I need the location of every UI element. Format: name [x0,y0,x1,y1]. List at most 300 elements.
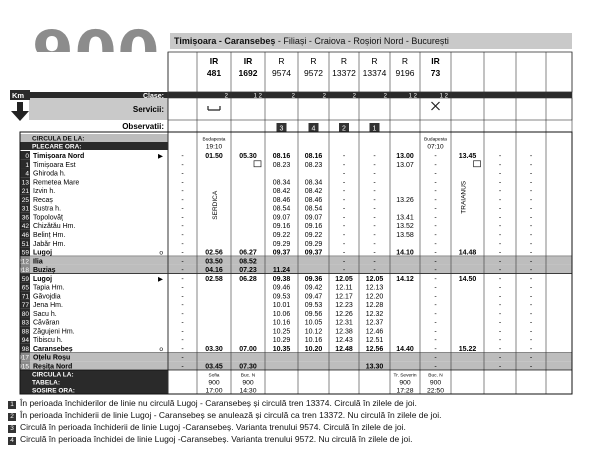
time-cell: - [529,302,533,310]
train-number: 73 [430,68,441,78]
time-cell: - [181,232,184,239]
time-cell: - [342,179,346,187]
time-cell: - [498,205,502,213]
observation-number: 3 [279,125,284,133]
station-name: Buziaș [33,267,56,275]
time-cell: - [434,161,437,169]
time-cell: - [181,258,184,266]
time-cell: - [181,205,184,213]
station-name: Caransebeș [33,345,73,353]
time-cell: - [342,240,346,248]
time-cell: - [498,275,502,283]
time-cell: 13.30 [365,363,384,371]
station-km: 59 [21,275,29,283]
time-cell: - [498,232,502,239]
time-cell: - [434,337,437,345]
time-cell: 09.07 [272,214,291,222]
time-cell: - [529,319,533,327]
time-cell: 10.20 [304,345,323,353]
time-cell: 09.36 [304,275,323,283]
train-number: 9574 [272,68,291,78]
station-km: 36 [21,214,29,222]
footer-cell: Sofia [208,373,220,379]
time-cell: 08.34 [272,179,291,187]
time-cell: - [181,223,184,231]
time-cell: - [342,214,346,222]
station-name: Oțelu Roșu [33,354,71,362]
station-name: Reșița Nord [33,363,73,371]
time-cell: 09.16 [304,223,323,231]
time-cell: - [529,153,533,161]
time-cell: 08.16 [272,153,291,161]
station-marker: ▶ [158,153,163,161]
time-cell: - [373,161,376,169]
sleeper-icon [254,161,261,167]
clase-band [168,92,572,98]
serdica-note: SERDICA [212,190,219,220]
station-km: 77 [21,302,29,310]
time-cell: - [498,284,502,292]
time-cell: - [373,240,376,248]
footnote-2 [8,410,441,421]
station-name: Lugoj [33,275,53,283]
train-type: R [340,56,348,66]
station-name: Timișoara Nord [33,153,85,161]
header-cell: Budapesta [202,137,226,143]
station-name: Recaș [33,196,53,204]
time-cell: 12.13 [365,284,384,292]
plecare-ora-label: PLECARE ORA: [32,143,82,151]
time-cell: - [373,205,376,213]
time-cell: 12.31 [335,319,353,327]
time-cell: 03.50 [205,258,223,266]
station-km: 1 [25,161,29,169]
time-cell: - [498,223,502,231]
time-cell: 13.45 [458,153,477,161]
time-cell: - [434,153,437,161]
time-cell: 08.34 [304,179,323,187]
train-type: IR [243,56,253,66]
time-cell: 05.30 [239,153,257,161]
station-name: Remetea Mare [33,179,80,187]
time-cell: 09.38 [272,275,291,283]
time-cell: 12.37 [365,319,384,327]
train-number: 9196 [395,68,415,78]
station-km: 4 [25,170,29,178]
branch-row [30,352,572,361]
footnote-marker: 3 [8,425,16,433]
time-cell: - [498,188,502,196]
time-cell: - [342,161,346,169]
time-cell: - [342,188,346,196]
station-km: 915 [18,363,29,371]
footer-cell: 17:00 [205,387,223,395]
time-cell: - [434,275,437,283]
time-cell: 12.26 [335,310,353,318]
time-cell: 11.24 [272,267,291,275]
time-cell: - [434,196,437,204]
servicii-label: Servicii: [132,105,164,114]
time-cell: - [434,249,437,257]
time-cell: 09.16 [272,223,291,231]
time-cell: - [498,337,502,345]
time-cell: - [434,345,437,353]
time-cell: - [181,310,184,318]
time-cell: 09.37 [304,249,323,257]
time-cell: - [529,275,533,283]
time-cell: - [373,258,376,266]
time-cell: - [434,205,437,213]
time-cell: 10.06 [272,310,291,318]
time-cell: - [181,161,184,169]
train-type: R [371,56,378,66]
train-type: R [401,56,409,66]
time-cell: 10.16 [304,337,323,345]
station-name: Sustra h. [33,205,62,213]
train-classes: 1 2 [408,93,417,100]
train-type: R [278,56,285,66]
footnote-1 [8,398,417,409]
time-cell: - [529,205,533,213]
time-cell: - [529,196,533,204]
time-cell: 15.22 [458,345,477,353]
clase-label: Clase: [142,93,164,100]
time-cell: - [434,258,437,266]
time-cell: 13.58 [396,232,414,239]
time-cell: 09.47 [304,293,323,301]
time-cell: 13.26 [396,196,414,204]
time-cell: 09.53 [304,302,323,310]
time-cell: 14.40 [396,345,414,353]
observation-number: 4 [311,125,316,133]
station-km: 51 [21,240,29,248]
time-cell: - [529,258,533,266]
header-cell: 07:10 [427,143,444,151]
time-cell: - [529,345,533,353]
station-km: 212 [18,258,29,266]
time-cell: - [434,188,437,196]
time-cell: - [529,240,533,248]
footer-cell: 900 [399,379,411,387]
station-marker: o [159,345,163,353]
time-cell: - [181,170,184,178]
time-cell: 03.30 [205,345,223,353]
footer-cell: Buc. N [428,373,443,379]
branch-row [30,361,572,370]
time-cell: 12.11 [335,284,353,292]
time-cell: - [373,267,376,275]
station-name: Belinț Hm. [33,232,66,239]
time-cell: - [181,345,184,353]
time-cell: 12.48 [335,345,353,353]
time-cell: - [373,196,376,204]
time-cell: - [498,310,502,318]
time-cell: 14.10 [396,249,414,257]
station-name: Lugoj [33,249,53,257]
time-cell: - [434,328,437,336]
time-cell: - [529,232,533,239]
time-cell: - [342,205,346,213]
time-cell: 13.41 [396,214,414,222]
time-cell: - [342,153,346,161]
station-km: 21 [21,188,29,196]
footnote-marker: 4 [8,437,16,445]
time-cell: 09.46 [272,284,291,292]
time-cell: - [529,293,533,301]
time-cell: 14.48 [458,249,477,257]
train-classes: 2 [224,93,228,100]
station-km: 918 [18,267,29,275]
time-cell: 12.05 [365,275,384,283]
time-cell: - [181,337,184,345]
train-classes: 2 [352,93,356,100]
time-cell: 10.05 [304,319,323,327]
time-cell: - [342,223,346,231]
time-cell: - [181,249,184,257]
footnote-text: În perioada închiderilor de linie nu circulă Lugoj - Caransebeș și circulă tren 13374. Circulă în zilele de joi. [20,398,417,408]
time-cell: - [529,179,533,187]
station-name: Jena Hm. [33,302,63,310]
time-cell: 12.46 [365,328,384,336]
time-cell: 12.51 [365,337,384,345]
train-number: 1692 [238,68,258,78]
time-cell: 07.23 [239,267,257,275]
time-cell: - [498,170,502,178]
time-cell: - [181,153,184,161]
time-cell: - [434,284,437,292]
time-cell: - [434,310,437,318]
time-cell: - [529,363,533,371]
train-number: 13372 [332,68,356,78]
time-cell: 08.46 [272,196,291,204]
time-cell: - [529,223,533,231]
time-cell: - [434,170,437,178]
time-cell: - [181,354,184,362]
train-classes: 2 [383,93,387,100]
time-cell: 12.28 [365,302,384,310]
station-name: Timișoara Est [33,161,76,169]
time-cell: - [181,179,184,187]
time-cell: - [498,179,502,187]
branch-row [30,265,572,274]
train-type: R [310,56,317,66]
station-name: Topolovăț [33,214,63,222]
time-cell: - [498,153,502,161]
time-cell: 13.00 [396,153,414,161]
time-cell: - [529,354,533,362]
footnote-marker: 1 [8,401,16,409]
time-cell: 08.42 [272,188,291,196]
station-km: 83 [21,319,29,327]
station-name: Jabăr Hm. [33,240,66,248]
time-cell: 02.56 [205,249,223,257]
station-km: 25 [21,196,29,204]
time-cell: - [373,249,376,257]
time-cell: - [498,240,502,248]
time-cell: - [342,196,346,204]
route-title-rest: - Filiași - Craiova - Roșiori Nord - București [275,36,449,46]
train-type: IR [209,56,219,66]
time-cell: - [529,188,533,196]
station-km: 88 [21,328,29,336]
footer-label: TABELA: [32,379,61,387]
time-cell: - [498,293,502,301]
time-cell: - [181,293,184,301]
time-cell: - [498,258,502,266]
time-cell: - [529,249,533,257]
time-cell: 08.42 [304,188,323,196]
time-cell: - [498,363,502,371]
station-name: Chizătău Hm. [33,223,76,231]
time-cell: - [434,293,437,301]
time-cell: 14.50 [458,275,477,283]
station-name: Tibiscu h. [33,337,63,345]
station-name: Ilia [33,258,43,266]
station-km: 46 [21,232,29,239]
time-cell: 07.30 [239,363,257,371]
time-cell: - [529,284,533,292]
time-cell: - [498,249,502,257]
time-cell: - [373,179,376,187]
time-cell: 12.05 [335,275,353,283]
time-cell: - [529,337,533,345]
time-cell: - [181,196,184,204]
time-cell: - [529,161,533,169]
time-cell: 12.32 [365,310,384,318]
station-km: 65 [21,284,29,292]
time-cell: - [342,249,346,257]
footer-cell: Buc. N [240,373,256,379]
time-cell: 10.35 [272,345,291,353]
train-classes: 1 2 [253,93,262,100]
traianus-note: TRAIANUS [460,180,468,214]
time-cell: - [181,302,184,310]
station-km: 94 [21,337,29,345]
time-cell: 10.12 [304,328,323,336]
footer-cell: 22:50 [426,387,445,395]
time-cell: - [498,267,502,275]
time-cell: - [342,258,346,266]
time-cell: - [529,267,533,275]
station-km: 59 [21,249,29,257]
time-cell: 08.54 [272,205,291,213]
time-cell: 10.16 [272,319,291,327]
footnote-text: În perioada închiderii de linie Lugoj - Caransebeș se anulează și circulă ca tren 13372. Nu circulă în zilele de joi. [20,410,442,420]
footer-cell: 900 [208,379,220,387]
time-cell: - [434,240,437,248]
time-cell: 14.12 [396,275,414,283]
footnote-3 [8,422,406,433]
time-cell: 03.45 [205,363,223,371]
down-arrow-icon [11,111,29,121]
time-cell: 09.07 [304,214,323,222]
time-cell: - [181,328,184,336]
time-cell: - [498,161,502,169]
down-arrow-icon [17,102,23,112]
circula-de-la-label: CIRCULA DE LA: [32,135,85,143]
station-km: 42 [21,223,29,231]
time-cell: 08.54 [304,205,323,213]
station-km: 98 [21,345,29,353]
train-classes: 2 [322,93,326,100]
time-cell: 08.23 [272,161,291,169]
time-cell: - [434,214,437,222]
time-cell: - [181,363,184,371]
time-cell: - [498,345,502,353]
station-name: Căvăran [33,319,60,327]
station-marker: ▶ [158,275,163,283]
footnote-marker: 2 [8,413,16,421]
time-cell: - [529,328,533,336]
header-cell: 19:10 [205,143,223,151]
station-marker: o [159,249,163,257]
sleeper-icon [474,161,481,167]
time-cell: - [181,275,184,283]
time-cell: - [342,267,346,275]
time-cell: 10.01 [272,302,291,310]
time-cell: 13.52 [396,223,414,231]
station-name: Găvojdia [33,293,61,301]
time-cell: - [373,153,376,161]
time-cell: 10.29 [272,337,291,345]
footnote-text: Circulă în perioada închidei de linie Lugoj -Caransebeș. Varianta trenului 9572. Nu circulă în zilele de joi. [20,434,413,444]
time-cell: - [373,214,376,222]
footnote-text: Circulă în perioada închiderii de linie Lugoj -Caransebeș. Varianta trenului 9574. Circulă în zilele de joi. [20,422,406,432]
time-cell: 12.43 [335,337,353,345]
time-cell: 09.56 [304,310,323,318]
station-km: 13 [21,179,29,187]
header-left-blank [29,52,168,92]
time-cell: - [434,223,437,231]
observatii-label: Observatii: [122,122,164,131]
time-cell: 09.22 [272,232,291,239]
time-cell: 12.20 [365,293,384,301]
train-type: IR [431,56,440,66]
time-cell: - [373,170,376,178]
time-cell: - [181,240,184,248]
time-cell: - [181,319,184,327]
train-classes: 1 2 [439,93,448,100]
time-cell: 09.53 [272,293,291,301]
time-cell: - [181,188,184,196]
observation-number: 2 [342,125,346,133]
time-cell: 08.52 [239,258,257,266]
station-name: Sacu h. [33,310,57,318]
time-cell: 09.29 [304,240,323,248]
time-cell: - [498,302,502,310]
time-cell: 07.00 [239,345,257,353]
time-cell: - [434,354,437,362]
time-cell: - [373,188,376,196]
footnote-4 [8,434,413,445]
time-cell: - [373,223,376,231]
time-cell: - [434,179,437,187]
time-cell: 06.27 [239,249,257,257]
time-cell: - [434,267,437,275]
servicii-row [168,98,572,120]
time-cell: - [434,302,437,310]
time-cell: 09.42 [304,284,323,292]
footer-cell: 900 [242,379,254,387]
time-cell: - [342,170,346,178]
time-cell: 09.22 [304,232,323,239]
time-cell: - [181,214,184,222]
train-number: 9572 [304,68,323,78]
time-cell: 12.23 [335,302,353,310]
time-cell: 01.50 [205,153,223,161]
time-cell: 08.46 [304,196,323,204]
train-classes: 2 [291,93,295,100]
